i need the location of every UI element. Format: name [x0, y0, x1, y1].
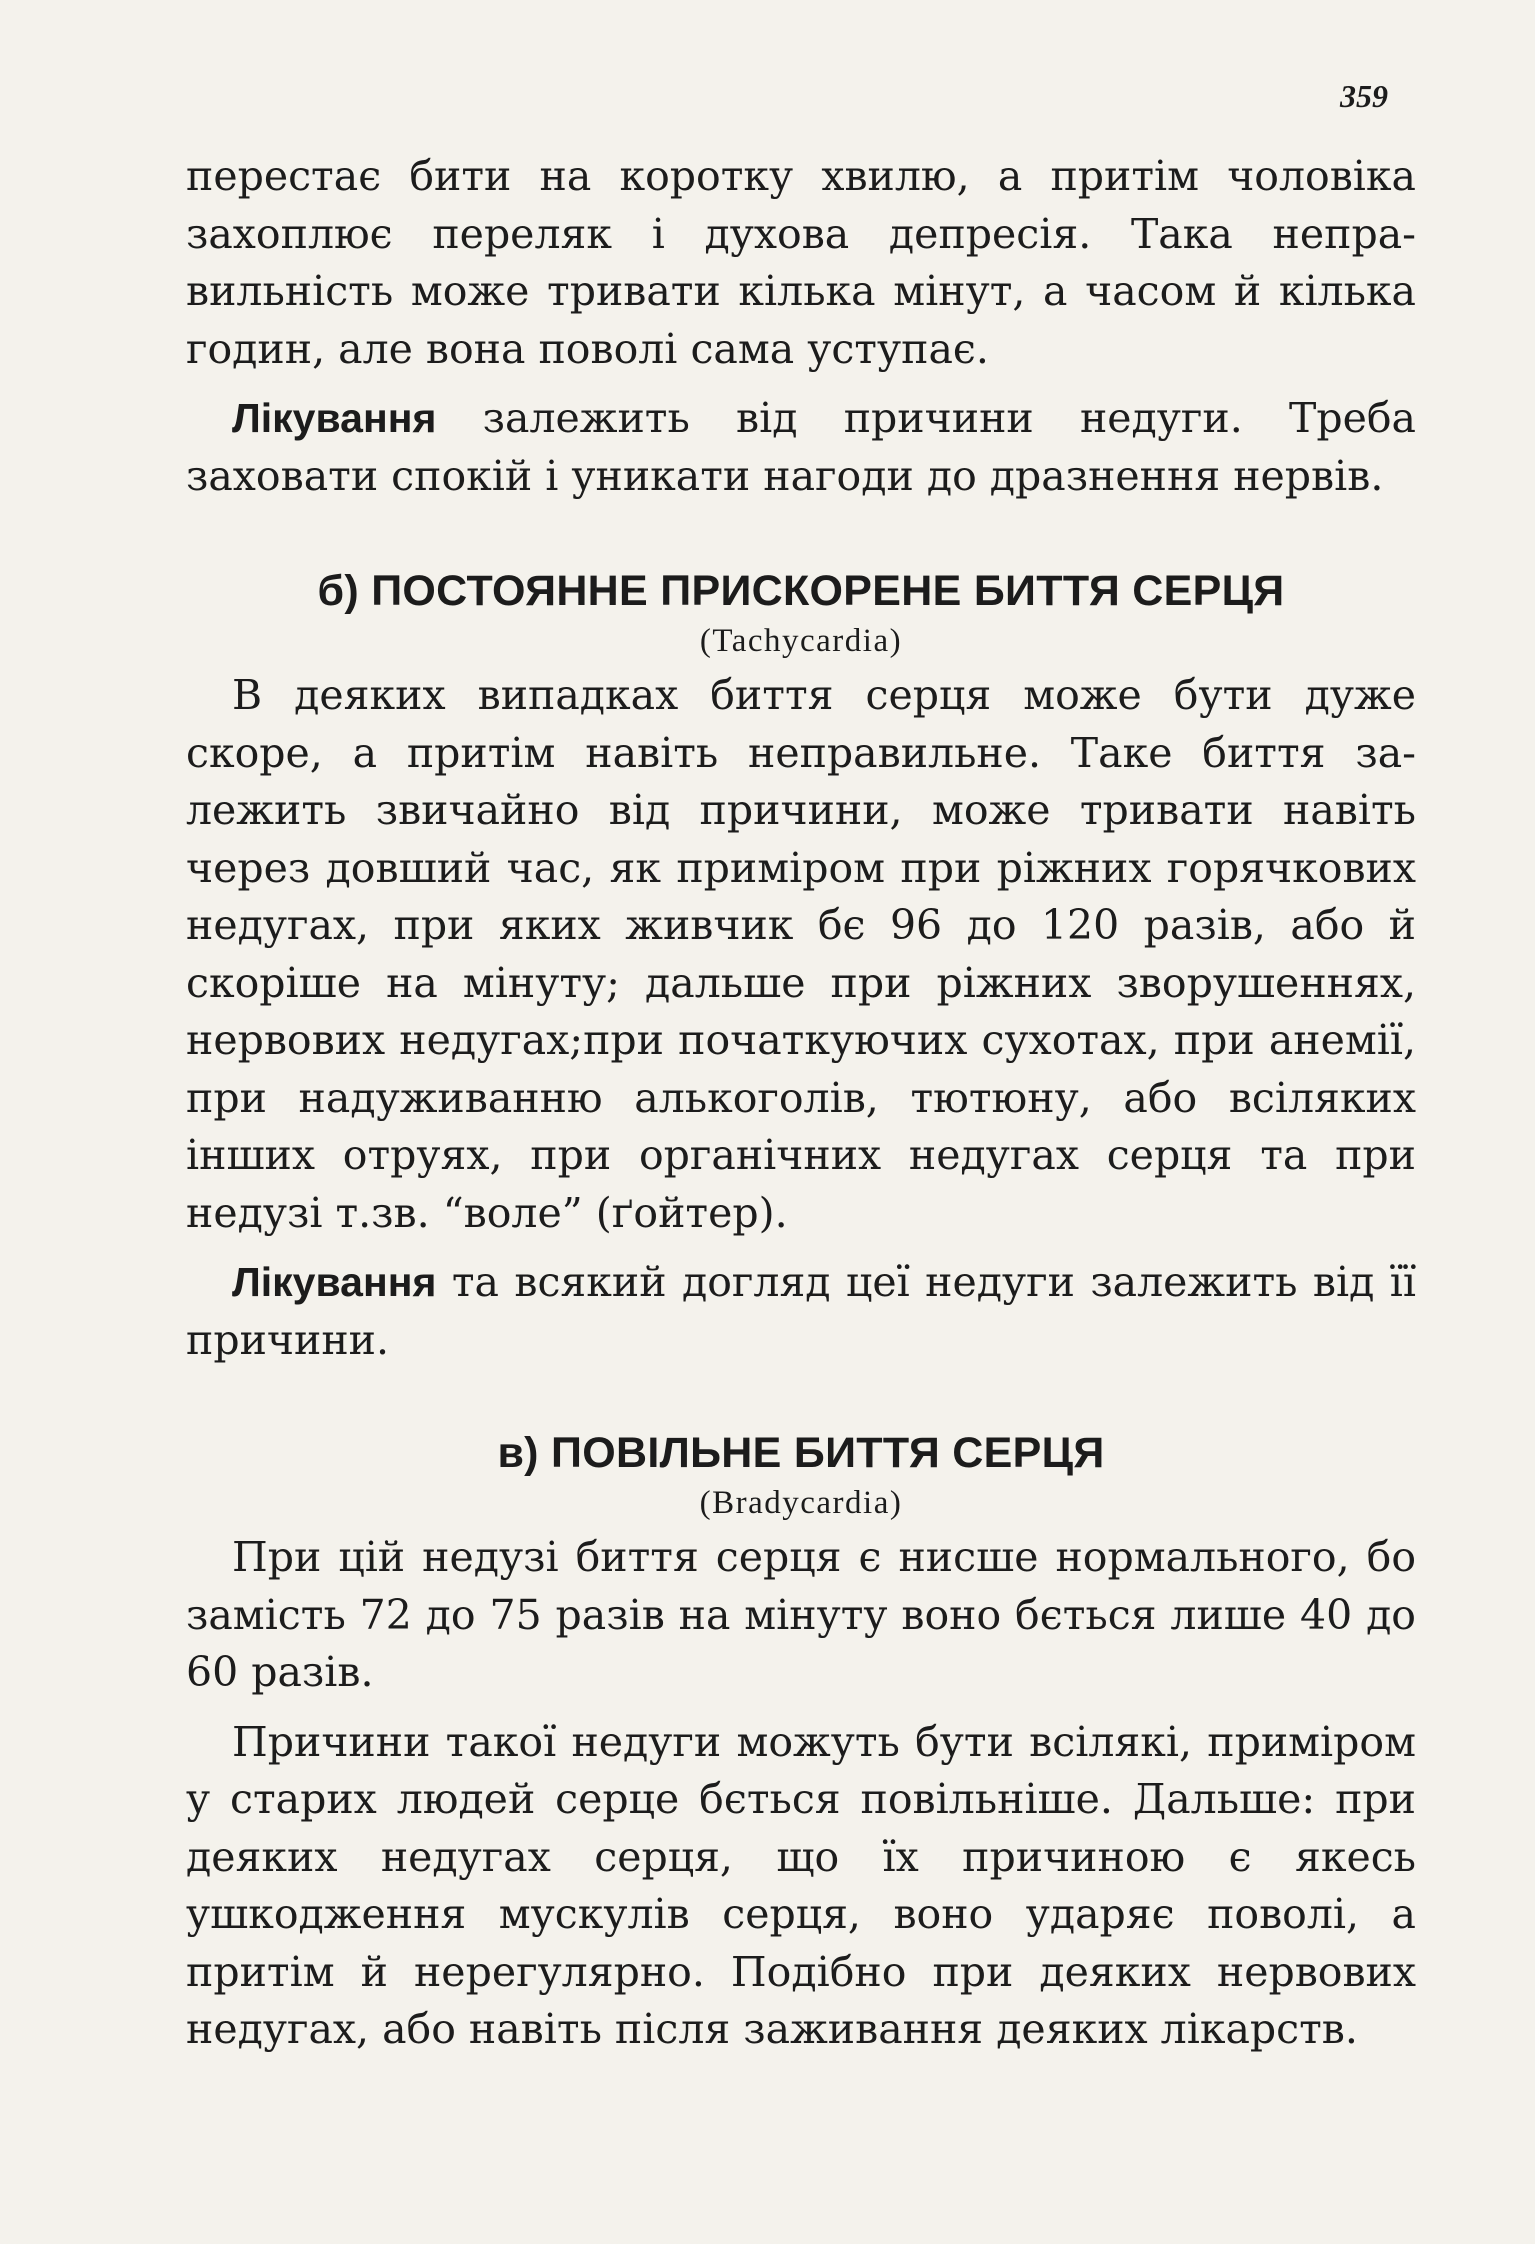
section-body: Причини такої недуги можуть бути всілякі, приміром у старих людей серце бється повільніше. Дальше: при деяких недугах серця, що їх причиною є якесь ушкодження мускулів серця, воно ударяє поволі, а притім й нерегулярно. Подібно при деяких нервових недугах, або навіть після заживання деяких лікарств. [186, 1717, 1416, 2053]
treatment-text: та всякий догляд цеї недуги залежить від її причини. [186, 1258, 1416, 1364]
section-body: При цій недузі биття серця є нисше нормального, бо замість 72 до 75 разів на мінуту воно бється лише 40 до 60 разів. [186, 1533, 1416, 1696]
continuation-paragraph: перестає бити на коротку хвилю, а притім чоловіка захоплює переляк і духова депресія. Така неправильність може тривати кілька мінут, а часом й кілька годин, але вона поволі сама уступає. [186, 152, 1416, 373]
treatment-lead: Лікування [232, 395, 437, 441]
treatment-paragraph [186, 390, 1416, 505]
section-tachycardia [186, 563, 1416, 1369]
section-body: В деяких випадках биття серця може бути дуже скоре, а притім навіть неправильне. Таке биття залежить звичайно від причини, може тривати навіть через довший час, як приміром при ріжних горячкових недугах, при яких живчик бє 96 до 120 разів, або й скоріше на мінуту; дальше при ріжних зворушеннях, нервових недугах;при початкуючих сухотах, при анемії, при надуживанню алькоголів, тютюну, або всіляких інших отруях, при органічних недугах серця та при недузі т.зв. “воле” (ґойтер). [186, 671, 1416, 1237]
section-heading: б) ПОСТОЯННЕ ПРИСКОРЕНЕ БИТТЯ СЕРЦЯ [317, 567, 1285, 615]
latin-term: (Tachycardia) [699, 623, 903, 659]
treatment-text: залежить від причини недуги. Треба заховати спокій і уникати нагоди до дразнення нервів. [186, 394, 1416, 500]
page-number: 359 [1340, 78, 1388, 114]
latin-term: (Bradycardia) [699, 1485, 903, 1521]
treatment-lead: Лікування [232, 1259, 437, 1305]
page-body [186, 148, 1416, 2059]
section-heading: в) ПОВІЛЬНЕ БИТТЯ СЕРЦЯ [497, 1429, 1105, 1477]
section-bradycardia [186, 1425, 1416, 2059]
treatment-paragraph [186, 1254, 1416, 1369]
